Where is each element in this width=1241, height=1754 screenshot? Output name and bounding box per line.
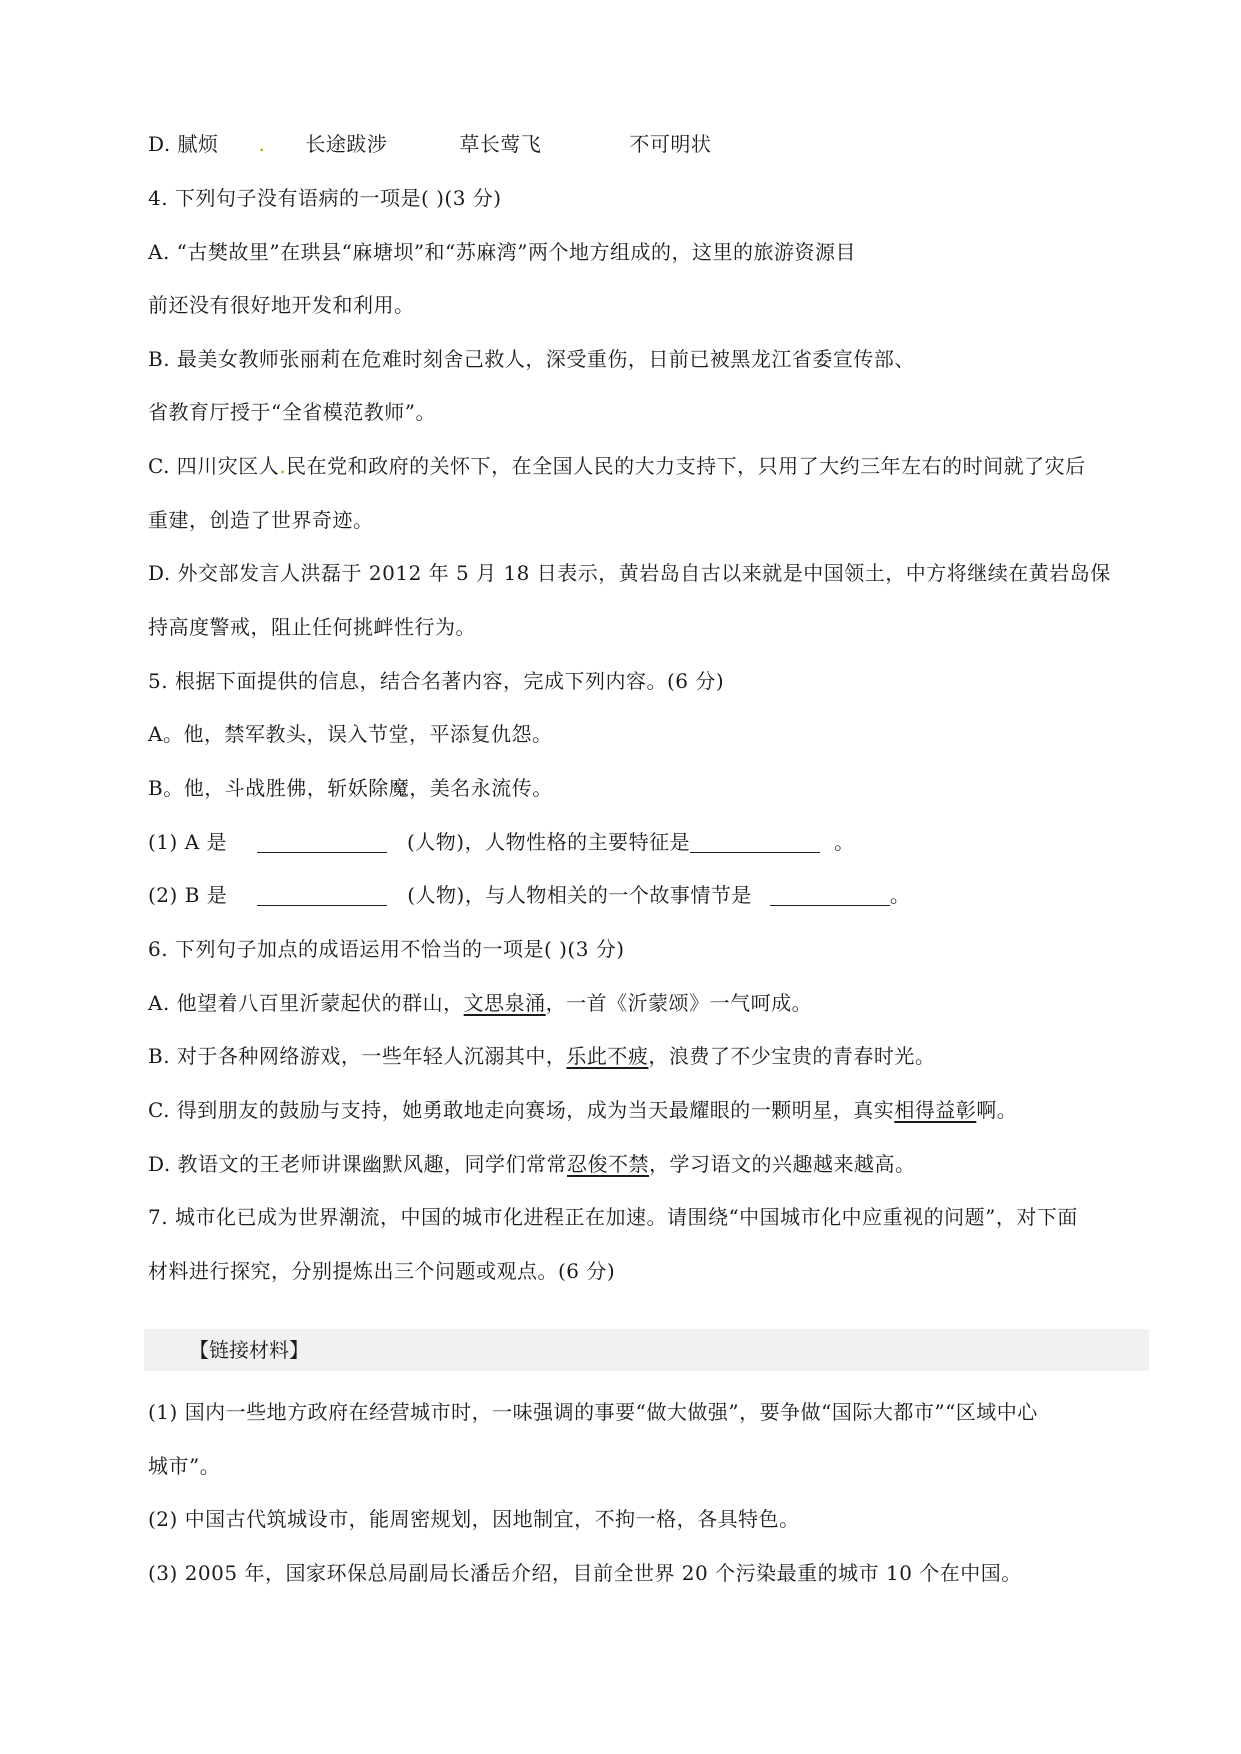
answer-blank[interactable] <box>690 830 820 853</box>
question-5: 5. 根据下面提供的信息，结合名著内容，完成下列内容。(6 分) <box>148 669 725 693</box>
q6-option-a-text: A. 他望着八百里沂蒙起伏的群山， <box>148 991 464 1015</box>
word-3: 草长莺飞 <box>459 132 542 156</box>
idiom-underlined: 乐此不疲 <box>566 1044 649 1068</box>
q4-option-c-part1: C. 四川灾区人 <box>148 454 280 478</box>
answer-blank[interactable] <box>257 883 387 906</box>
q6-option-d-text: D. 教语文的王老师讲课幽默风趣，同学们常常 <box>148 1152 568 1176</box>
question-7: 7. 城市化已成为世界潮流，中国的城市化进程正在加速。请围绕“中国城市化中应重视的问题”，对下面 <box>148 1205 1078 1229</box>
q4-option-c <box>148 452 1086 480</box>
q4-option-c-part2: 民在党和政府的关怀下，在全国人民的大力支持下，只用了大约三年左右的时间就了灾后 <box>286 454 1086 478</box>
idiom-underlined: 相得益彰 <box>894 1098 977 1122</box>
q6-option-c-tail: 啊。 <box>976 1098 1018 1122</box>
question-4: 4. 下列句子没有语病的一项是( )(3 分) <box>148 186 502 210</box>
q6-option-b-tail: ，浪费了不少宝贵的青春时光。 <box>648 1044 936 1068</box>
q6-option-c <box>148 1096 1017 1124</box>
material-1-cont: 城市”。 <box>148 1454 221 1478</box>
q5-clue-b: B。他，斗战胜佛，斩妖除魔，美名永流传。 <box>148 776 553 800</box>
q6-option-b <box>148 1042 935 1070</box>
q6-option-a-tail: ，一首《沂蒙颂》一气呵成。 <box>545 991 813 1015</box>
period: 。 <box>889 883 911 907</box>
linked-material-title: 【链接材料】 <box>189 1338 309 1362</box>
q5-sub-2-text: (人物)，与人物相关的一个故事情节是 <box>407 883 752 907</box>
emphasis-dot: . <box>279 454 287 478</box>
emphasis-dot: . <box>258 132 266 156</box>
linked-material-header <box>144 1329 1149 1371</box>
idiom-underlined: 忍俊不禁 <box>567 1152 650 1176</box>
q4-option-d: D. 外交部发言人洪磊于 2012 年 5 月 18 日表示，黄岩岛自古以来就是中国领土，中方将继续在黄岩岛保 <box>148 561 1111 585</box>
q4-option-b-cont: 省教育厅授于“全省模范教师”。 <box>148 400 436 424</box>
q5-sub-1 <box>148 828 855 856</box>
q4-option-b: B. 最美女教师张丽莉在危难时刻舍己救人，深受重伤，日前已被黑龙江省委宣传部、 <box>148 347 915 371</box>
question-7-cont: 材料进行探究，分别提炼出三个问题或观点。(6 分) <box>148 1259 616 1283</box>
answer-blank[interactable] <box>770 883 890 906</box>
q6-option-c-text: C. 得到朋友的鼓励与支持，她勇敢地走向赛场，成为当天最耀眼的一颗明星，真实 <box>148 1098 895 1122</box>
period: 。 <box>834 830 855 854</box>
option-d-label: D. 腻烦 <box>148 132 219 156</box>
answer-blank[interactable] <box>257 830 387 853</box>
material-2: (2) 中国古代筑城设市，能周密规划，因地制宜，不拘一格，各具特色。 <box>148 1507 800 1531</box>
q4-option-d-cont: 持高度警戒，阻止任何挑衅性行为。 <box>148 615 476 639</box>
q5-sub-1-label: (1) A 是 <box>148 830 227 854</box>
q4-option-a-cont: 前还没有很好地开发和利用。 <box>148 293 415 317</box>
question-6: 6. 下列句子加点的成语运用不恰当的一项是( )(3 分) <box>148 937 625 961</box>
q4-option-a: A. “古樊故里”在珙县“麻塘坝”和“苏麻湾”两个地方组成的，这里的旅游资源目 <box>148 240 857 264</box>
material-1: (1) 国内一些地方政府在经营城市时，一味强调的事要“做大做强”，要争做“国际大都市”“区域中心 <box>148 1400 1038 1424</box>
q6-option-d <box>148 1150 916 1178</box>
q4-option-c-cont: 重建，创造了世界奇迹。 <box>148 508 374 532</box>
word-2: 长途跋涉 <box>305 132 388 156</box>
q5-sub-2-label: (2) B 是 <box>148 883 228 907</box>
q5-sub-1-text: (人物)，人物性格的主要特征是 <box>407 830 691 854</box>
option-d-line <box>148 130 711 158</box>
q5-clue-a: A。他，禁军教头，误入节堂，平添复仇怨。 <box>148 722 553 746</box>
q6-option-d-tail: ，学习语文的兴趣越来越高。 <box>649 1152 916 1176</box>
material-3: (3) 2005 年，国家环保总局副局长潘岳介绍，目前全世界 20 个污染最重的城市 10 个在中国。 <box>148 1561 1022 1585</box>
q6-option-b-text: B. 对于各种网络游戏，一些年轻人沉溺其中， <box>148 1044 567 1068</box>
word-4: 不可明状 <box>629 132 712 156</box>
q5-sub-2 <box>148 881 910 909</box>
idiom-underlined: 文思泉涌 <box>463 991 546 1015</box>
q6-option-a <box>148 989 812 1017</box>
